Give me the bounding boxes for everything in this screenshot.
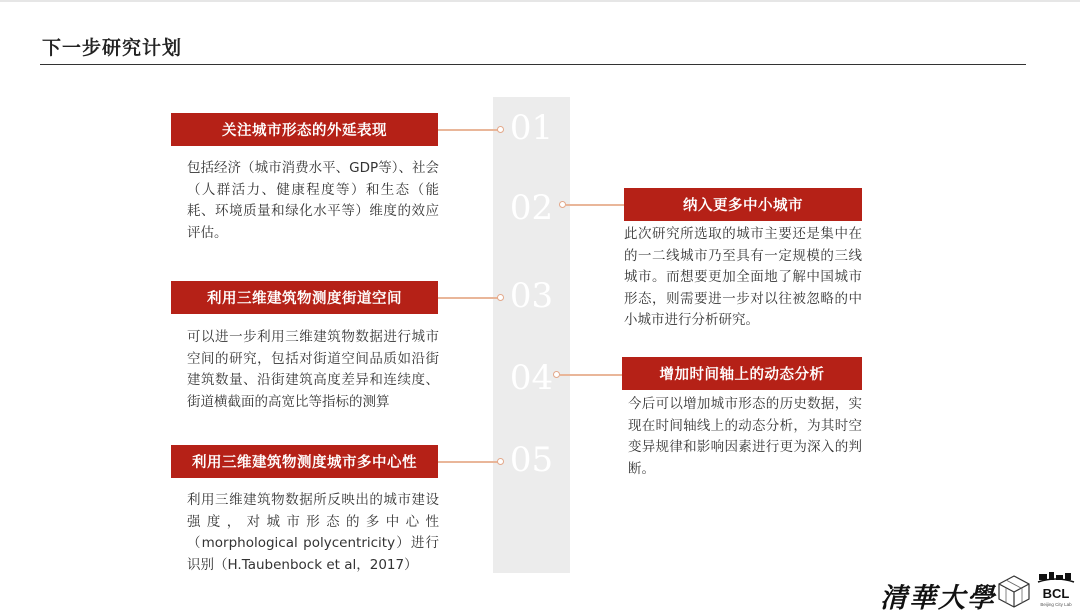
step-01-label: 关注城市形态的外延表现 [171,113,438,146]
bcl-logo-subtext: Beijing City Lab [1040,602,1072,607]
step-04-description: 今后可以增加城市形态的历史数据，实现在时间轴线上的动态分析，为其时空变异规律和影响因素进行更为深入的判断。 [628,396,862,477]
step-01-connector [438,129,498,131]
top-border [0,0,1080,2]
footer-logos [880,572,1080,614]
title-divider [40,64,1026,65]
cube-logo-icon [996,574,1032,608]
step-03-description: 可以进一步利用三维建筑物数据进行城市空间的研究，包括对街道空间品质如沿街建筑数量、沿街建筑高度差异和连续度、街道横截面的高宽比等指标的测算 [187,329,439,410]
page-title: 下一步研究计划 [42,37,183,59]
step-04-connector [560,374,622,376]
bcl-logo-text: BCL [1042,586,1070,601]
step-05-connector [438,461,498,463]
step-04-label: 增加时间轴上的动态分析 [622,357,862,390]
step-02-connector [566,204,624,206]
step-02-number: 02 [509,188,554,228]
step-01-number: 01 [509,108,554,148]
step-05-number: 05 [509,440,554,480]
step-04-number: 04 [509,358,554,398]
tsinghua-logo: 清華大學 [880,583,996,614]
step-05-description: 利用三维建筑物数据所反映出的城市建设强度，对城市形态的多中心性（morphological polycentricity）进行识别（H.Taubenbock et al，2017） [187,492,439,573]
bcl-logo [1036,572,1076,610]
step-03-connector [438,297,498,299]
step-02-description: 此次研究所选取的城市主要还是集中在的一二线城市乃至具有一定规模的三线城市。而想要更加全面地了解中国城市形态，则需要进一步对以往被忽略的中小城市进行分析研究。 [624,226,862,328]
step-02-label: 纳入更多中小城市 [624,188,862,221]
step-05-label: 利用三维建筑物测度城市多中心性 [171,445,438,478]
step-03-label: 利用三维建筑物测度街道空间 [171,281,438,314]
step-04-dot [553,371,560,378]
timeline-bar [493,97,570,573]
step-01-description: 包括经济（城市消费水平、GDP等）、社会（人群活力、健康程度等）和生态（能耗、环境质量和绿化水平等）维度的效应评估。 [187,160,439,241]
step-03-number: 03 [509,276,554,316]
step-02-dot [559,201,566,208]
